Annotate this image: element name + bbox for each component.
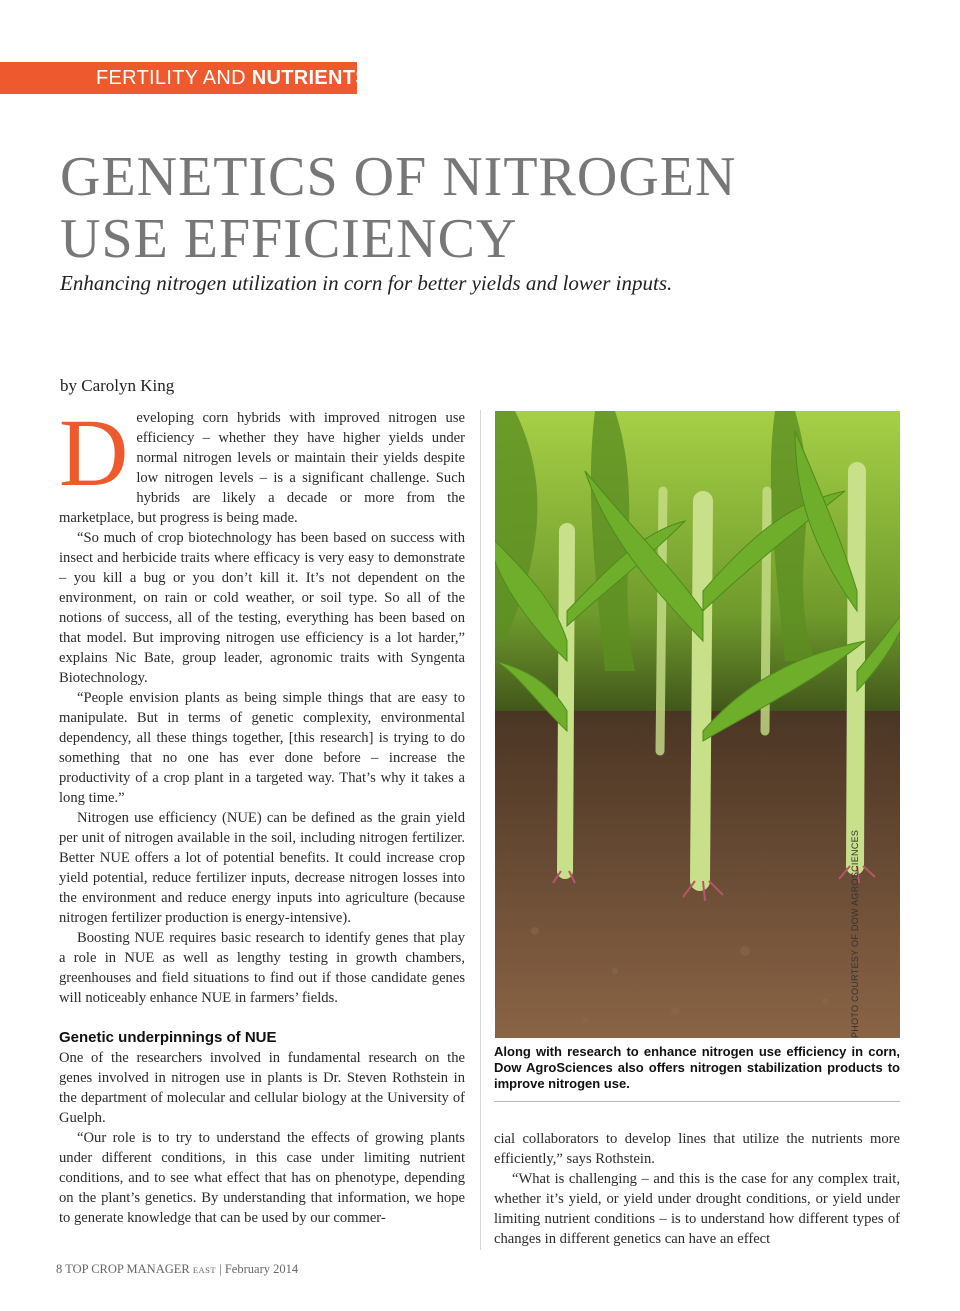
right-column — [494, 1129, 900, 1249]
corn-photo — [495, 411, 900, 1038]
issue-date: February 2014 — [224, 1262, 299, 1276]
page-number: 8 — [56, 1262, 63, 1276]
drop-cap: D — [59, 408, 129, 506]
publication-edition: EAST — [192, 1265, 217, 1275]
article-title — [60, 146, 920, 270]
paragraph-9: “What is challenging – and this is the case for any complex trait, whether it’s yield, or yield under drought conditions, or yield under limiting nutrient conditions – is to understand how different types of changes in different genetics can have an effect — [494, 1171, 900, 1247]
paragraph-1-text: eveloping corn hybrids with improved nitrogen use efficiency – whether they have higher yields under normal nitrogen levels or maintain their yields despite low nitrogen levels – is a significant challenge. Such hybrids are likely a decade or more from the marketplace, but progress is being made. — [59, 410, 465, 526]
footer-separator: | — [219, 1262, 222, 1276]
column-divider — [480, 410, 481, 1250]
section-tab-prefix: FERTILITY AND — [96, 67, 252, 89]
byline: by Carolyn King — [60, 376, 175, 395]
paragraph-8: cial collaborators to develop lines that utilize the nutrients more efficiently,” says Rothstein. — [494, 1131, 900, 1167]
paragraph-4: Nitrogen use efficiency (NUE) can be defined as the grain yield per unit of nitrogen available in the soil, including nitrogen fertilizer. Better NUE offers a lot of potential benefits. It could increase crop yield potential, reduce fertilizer inputs, decrease nitrogen losses into the environment and reduce energy inputs into agriculture (because nitrogen fertilizer production is energy-intensive). — [59, 810, 465, 926]
paragraph-5: Boosting NUE requires basic research to identify genes that play a role in NUE as well as lengthy testing in growth chambers, greenhouses and field situations to find out if those candidate genes will noticeably enhance NUE in farmers’ fields. — [59, 930, 465, 1006]
paragraph-1 — [59, 408, 465, 528]
paragraph-2: “So much of crop biotechnology has been based on success with insect and herbicide traits where efficacy is very easy to demonstrate – you kill a bug or you don’t kill it. It’s not dependent on the environment, on rain or cold weather, or soil type. So all of the notions of success, all of the testing, everything has been based on that model. But improving nitrogen use efficiency is a lot harder,” explains Nic Bate, group leader, agronomic traits with Syngenta Biotechnology. — [59, 530, 465, 686]
paragraph-3: “People envision plants as being simple things that are easy to manipulate. But in terms of genetic complexity, environmental dependency, all these things together, [this research] is trying to do something that no one has ever done before – increase the productivity of a crop plant in a targeted way. That’s why it takes a long time.” — [59, 690, 465, 806]
paragraph-7: “Our role is to try to understand the effects of growing plants under different conditions, in this case under limiting nutrient conditions, and to see what effect that has on phenotype, depending on the plant’s genetics. By understanding that information, we hope to generate knowledge that can be used by our commer- — [59, 1130, 465, 1226]
photo-credit: PHOTO COURTESY OF DOW AGROSCIENCES — [850, 829, 860, 1038]
section-tab — [0, 62, 369, 94]
page-footer — [56, 1261, 298, 1278]
section-tab-bold: NUTRIENTS — [251, 67, 369, 89]
publication-name: TOP CROP MANAGER — [65, 1262, 190, 1276]
paragraph-6: One of the researchers involved in fundamental research on the genes involved in nitrogen use in plants is Dr. Steven Rothstein in the department of molecular and cellular biology at the University of Guelph. — [59, 1050, 465, 1126]
subhead-genetic-underpinnings: Genetic underpinnings of NUE — [59, 1029, 277, 1046]
left-column — [59, 408, 465, 1248]
photo-caption: Along with research to enhance nitrogen use efficiency in corn, Dow AgroSciences also offers nitrogen stabilization products to improve nitrogen use. — [494, 1044, 900, 1091]
title-line-1: GENETICS OF NITROGEN — [60, 146, 737, 208]
title-line-2: USE EFFICIENCY — [60, 208, 518, 270]
caption-rule — [494, 1101, 900, 1102]
article-deck: Enhancing nitrogen utilization in corn for better yields and lower inputs. — [60, 271, 673, 295]
corn-photo-illustration — [495, 411, 900, 1038]
